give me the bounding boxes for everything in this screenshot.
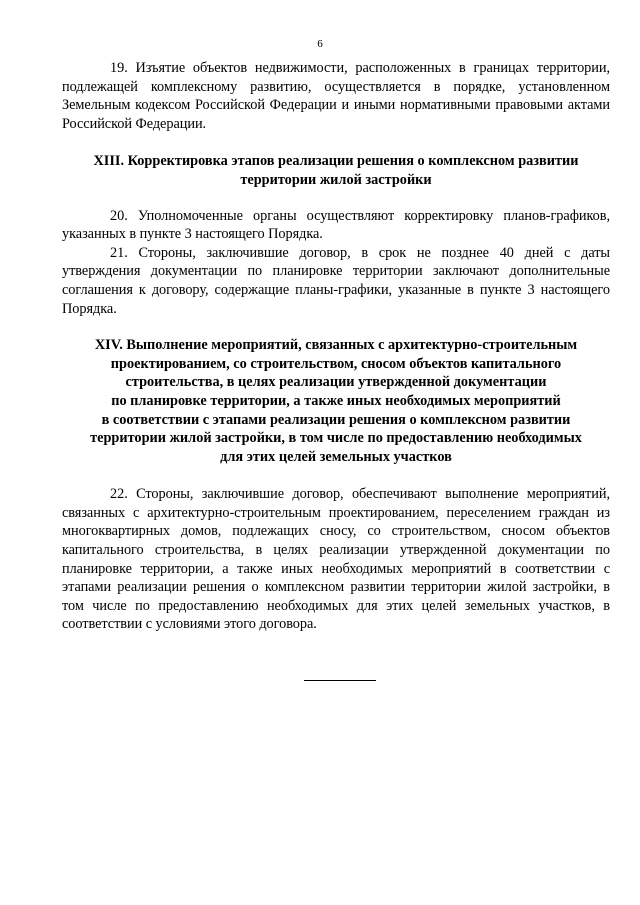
section-heading-xiv (62, 336, 610, 466)
heading-line: по планировке территории, а также иных необходимых мероприятий (111, 392, 561, 409)
heading-line: строительства, в целях реализации утвержденной документации (125, 374, 547, 391)
heading-line: территории жилой застройки (240, 171, 432, 188)
section-heading-xiii (62, 152, 610, 189)
page-number: 6 (317, 38, 323, 50)
heading-line: XIII. Корректировка этапов реализации решения о комплексном развитии (93, 153, 579, 170)
end-of-document-rule (304, 680, 376, 681)
paragraph-22: 22. Стороны, заключившие договор, обеспечивают выполнение мероприятий, связанных с архитектурно-строительным проектированием, переселением граждан из многоквартирных домов, подлежащих сносу, со строительством, сносом объектов капитального строительства, в целях реализации утвержденной документации по планировке территории, а также иных необходимых мероприятий в соответствии с этапами реализации решения о комплексном развитии территории жилой застройки, в том числе по предоставлению необходимых для этих целей земельных участков, в соответствии с условиями этого договора. (62, 486, 610, 633)
heading-line: проектированием, со строительством, сносом объектов капитального (110, 355, 562, 372)
heading-line: XIV. Выполнение мероприятий, связанных с архитектурно-строительным (94, 337, 578, 354)
heading-line: территории жилой застройки, в том числе по предоставлению необходимых (90, 430, 582, 447)
document-body (62, 59, 610, 634)
heading-line: для этих целей земельных участков (220, 448, 452, 465)
paragraph-19: 19. Изъятие объектов недвижимости, расположенных в границах территории, подлежащей комплексному развитию, осуществляется в порядке, установленном Земельным кодексом Российской Федерации и иными нормативными правовыми актами Российской Федерации. (62, 60, 610, 132)
paragraph-21: 21. Стороны, заключившие договор, в срок не позднее 40 дней с даты утверждения документации по планировке территории заключают дополнительные соглашения к договору, содержащие планы-графики, указанные в пункте 3 настоящего Порядка. (62, 244, 610, 317)
heading-line: в соответствии с этапами реализации решения о комплексном развитии (101, 411, 571, 428)
paragraph-20: 20. Уполномоченные органы осуществляют корректировку планов-графиков, указанных в пункте 3 настоящего Порядка. (62, 207, 610, 243)
